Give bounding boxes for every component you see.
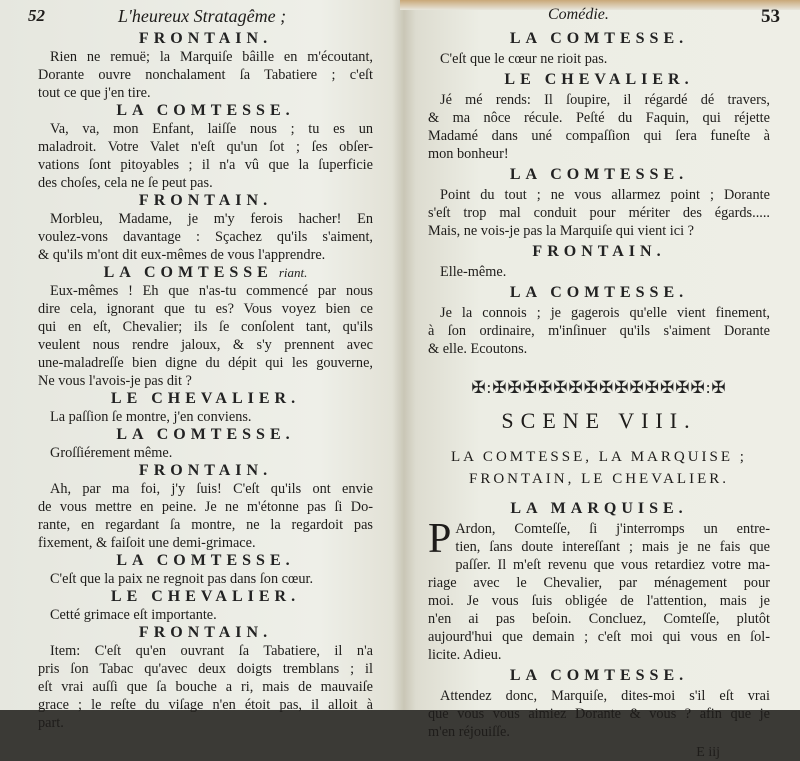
signature-mark: E iij: [696, 745, 720, 760]
dialogue-paragraph: [428, 50, 770, 68]
speaker-heading: [38, 390, 373, 408]
speaker-heading: [38, 552, 373, 570]
right-page: [428, 0, 780, 761]
speaker-name: LA MARQUISE.: [510, 500, 688, 517]
text-line: mon bonheur!: [428, 146, 509, 162]
dialogue-paragraph: [38, 48, 373, 102]
dialogue-paragraph: [428, 91, 770, 163]
speaker-name: FRONTAIN.: [138, 624, 273, 641]
dialogue-paragraph: [38, 210, 373, 264]
speaker-name: FRONTAIN.: [138, 462, 273, 479]
text-line: à ſon ordinaire, m'inſinuer qu'ils s'aiment Dorante: [428, 323, 770, 339]
text-line: part.: [38, 715, 64, 731]
speaker-heading: [428, 71, 770, 89]
page-number: 53: [761, 6, 780, 27]
text-line: C'eſt que le cœur ne rioit pas.: [440, 51, 608, 67]
speaker-name: LA COMTESSE.: [116, 426, 295, 443]
speaker-heading: [38, 102, 373, 120]
text-line: Ne vous l'avois-je pas dit ?: [38, 373, 192, 389]
text-line: Mais, ne vois-je pas la Marquiſe qui vient ici ?: [428, 223, 695, 239]
speaker-heading: [428, 667, 770, 685]
text-line: m'en réjouiſſe.: [428, 724, 510, 740]
cast-line: FRONTAIN, LE CHEVALIER.: [468, 471, 729, 487]
text-line: Item: C'eſt qu'en ouvrant ſa Tabatiere, il n'a: [50, 643, 373, 659]
text-line: que vous vous aimiez Dorante & vous ? afin que je: [428, 706, 770, 722]
text-line: Rien ne remuë; la Marquiſe bâille en m'écoutant,: [50, 49, 373, 65]
text-line: qui en eſt, Chevalier; ils ſe conſolent tant, qu'ils: [38, 319, 373, 335]
speaker-name: LE CHEVALIER.: [110, 588, 301, 605]
text-line: grace ; le reſte du viſage n'en étoit pas, il alloit à: [38, 697, 373, 713]
speaker-name: LA COMTESSE.: [509, 667, 689, 684]
text-line: licite. Adieu.: [428, 647, 502, 663]
text-line: Groſſiérement même.: [50, 445, 173, 461]
scene-title: SCENE VIII.: [501, 408, 697, 433]
speaker-name: FRONTAIN.: [532, 243, 666, 260]
page-number: 52: [28, 6, 45, 25]
text-line: Point du tout ; ne vous allarmez point ; Dorante: [440, 187, 770, 203]
speaker-heading: [38, 462, 373, 480]
speaker-name: FRONTAIN.: [138, 30, 273, 47]
text-line: Ardon, Comteſſe, ſi j'interromps un entre-: [455, 521, 770, 537]
dialogue-paragraph: [428, 687, 770, 741]
text-line: s'eſt trop mal conduit pour mériter des égards.....: [428, 205, 770, 221]
text-line: riage avec le Chevalier, par ménagement pour: [428, 575, 770, 591]
running-title: L'heureux Stratagême ;: [118, 6, 287, 26]
dialogue-paragraph: [38, 606, 373, 624]
stage-direction: riant.: [278, 265, 308, 280]
text-line: dire cela, ignorant que tu es? Vous voyez bien ce: [38, 301, 373, 317]
page-body: [38, 30, 373, 732]
text-line: Va, va, mon Enfant, laiſſe nous ; tu es un: [50, 121, 373, 137]
text-line: & qu'ils m'ont dit eux-mêmes de vous l'apprendre.: [38, 247, 326, 263]
speaker-name: LA COMTESSE: [103, 264, 273, 281]
text-line: veulent nous rendre jaloux, & s'y prennent avec: [38, 337, 373, 353]
speaker-heading: [428, 166, 770, 184]
running-header: [428, 6, 780, 30]
speaker-heading: [428, 284, 770, 302]
drop-cap: P: [428, 516, 452, 562]
text-line: Je la connois ; je gagerois qu'elle vient finement,: [440, 305, 770, 321]
text-line: C'eſt que la paix ne regnoit pas dans ſon cœur.: [50, 571, 314, 587]
speaker-name: LE CHEVALIER.: [504, 71, 694, 88]
speaker-name: LA COMTESSE.: [116, 102, 295, 119]
cast-list: [428, 446, 770, 490]
speaker-heading: [428, 243, 770, 261]
text-line: voulez-vons davantage : Sçachez qu'ils s'aiment,: [38, 229, 373, 245]
text-line: & ma nôce récule. Peſté du Faquin, qui réjette: [428, 110, 770, 126]
text-line: Eux-mêmes ! Eh que n'as-tu commencé par nous: [50, 283, 373, 299]
running-header: [28, 6, 373, 30]
speaker-name: LA COMTESSE.: [509, 284, 689, 301]
text-line: une-maladreſſe bien digne du dépit qui les gouverne,: [38, 355, 373, 371]
text-line: La paſſion ſe montre, j'en conviens.: [50, 409, 252, 425]
speaker-heading: [428, 500, 770, 518]
text-line: Cetté grimace eſt importante.: [50, 607, 217, 623]
text-line: Ah, par ma foi, j'y ſuis! C'eſt qu'ils ont envie: [50, 481, 373, 497]
text-line: Madamé dans uné compaſſion qui ſera funeſte à: [428, 128, 770, 144]
speaker-heading: [38, 588, 373, 606]
speaker-name: LA COMTESSE.: [509, 30, 689, 47]
dialogue-paragraph: [38, 444, 373, 462]
text-line: Jé mé rends: Il ſoupire, il régardé dé travers,: [440, 92, 770, 108]
text-line: & elle. Ecoutons.: [428, 341, 528, 357]
speaker-name: LE CHEVALIER.: [110, 390, 301, 407]
dialogue-paragraph: [38, 642, 373, 732]
running-title: Comédie.: [548, 6, 609, 23]
text-line: n'en ai pas beſoin. Concluez, Comteſſe, plutôt: [428, 611, 770, 627]
text-line: maladroit. Votre Valet n'eſt qu'un ſot ; ſes obſer-: [38, 139, 373, 155]
dialogue-paragraph: [428, 516, 770, 664]
text-line: de vous mettre en peine. Je ne m'étonne pas ſi Do-: [38, 499, 373, 515]
dialogue-paragraph: [38, 480, 373, 552]
dialogue-paragraph: [38, 570, 373, 588]
dialogue-paragraph: [38, 282, 373, 390]
text-line: eſt vrai auſſi que ſa bouche a ri, mais de mauvaiſe: [38, 679, 373, 695]
text-line: pris ſon Tabac qu'avec deux doigts tremblans ; il: [38, 661, 373, 677]
text-line: des choſes, cela ne ſe peut pas.: [38, 175, 213, 191]
ornament-divider: ✠:✠✠✠✠✠✠✠✠✠✠✠✠✠✠:✠: [471, 378, 727, 397]
dialogue-paragraph: [38, 120, 373, 192]
text-line: fixement, & faiſoit une demi-grimace.: [38, 535, 256, 551]
speaker-heading: [38, 30, 373, 48]
text-line: aujourd'hui que demain ; c'eſt moi qui vous en ſol-: [428, 629, 770, 645]
speaker-name: LA COMTESSE.: [116, 552, 295, 569]
dialogue-paragraph: [38, 408, 373, 426]
speaker-heading: [38, 192, 373, 210]
left-page: [28, 0, 373, 732]
speaker-heading: [38, 426, 373, 444]
dialogue-paragraph: [428, 263, 770, 281]
dialogue-paragraph: [428, 186, 770, 240]
text-line: Elle-même.: [440, 264, 507, 280]
speaker-heading: [428, 30, 770, 48]
page-body: [428, 30, 770, 761]
text-line: Dorante ouvre nonchalament ſa Tabatiere ; c'eſt: [38, 67, 373, 83]
speaker-heading: [38, 624, 373, 642]
speaker-name: LA COMTESSE.: [509, 166, 689, 183]
cast-line: LA COMTESSE, LA MARQUISE ;: [451, 449, 747, 465]
speaker-heading: [38, 264, 373, 282]
text-line: vations ſont pitoyables ; il n'a vû que la ſuperficie: [38, 157, 373, 173]
text-line: Attendez donc, Marquiſe, dites-moi s'il eſt vrai: [440, 688, 770, 704]
dialogue-paragraph: [428, 304, 770, 358]
speaker-name: FRONTAIN.: [138, 192, 273, 209]
text-line: tout ce que j'en tire.: [38, 85, 151, 101]
text-line: tien, ſans doute intereſſant ; mais je ne fais que: [455, 539, 770, 555]
text-line: paſſer. Il m'eſt revenu que vous retardiez votre ma-: [455, 557, 770, 573]
text-line: moi. Je vous ſuis obligée de l'attention, mais je: [428, 593, 770, 609]
text-line: rante, en regardant ſa montre, ne la regardoit pas: [38, 517, 373, 533]
text-line: Morbleu, Madame, je m'y ferois hacher! En: [50, 211, 373, 227]
